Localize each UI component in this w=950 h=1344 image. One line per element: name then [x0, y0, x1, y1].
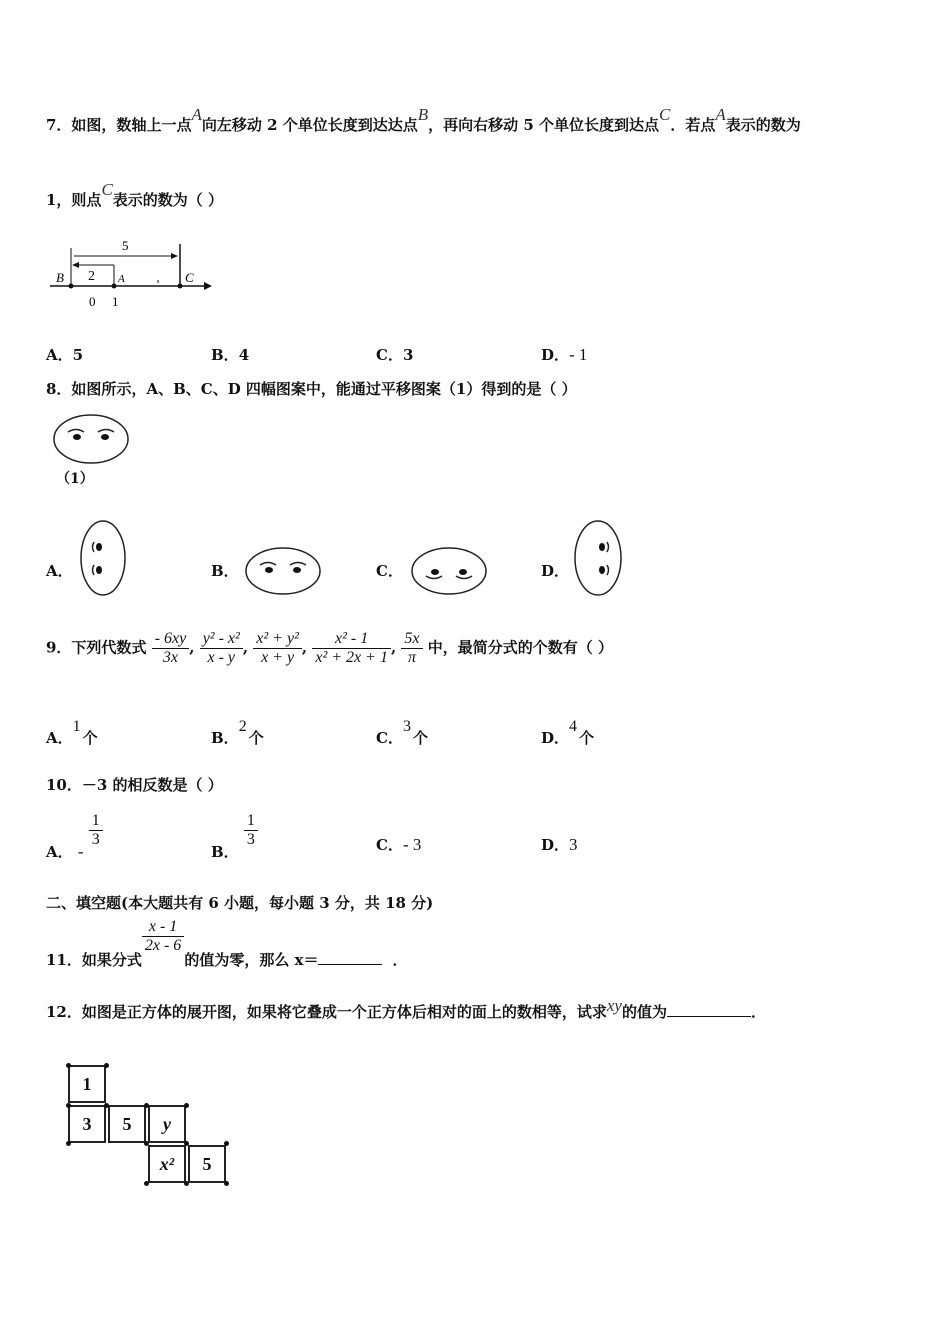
q8-option-b[interactable]: B． — [211, 562, 239, 580]
q10-option-a[interactable] — [46, 812, 103, 861]
fraction-numerator: x² - 1 — [312, 630, 391, 649]
q9-sep-3: , — [301, 638, 308, 657]
fraction-numerator: 5x — [401, 630, 422, 649]
fraction-denominator: x² + 2x + 1 — [315, 649, 388, 666]
option-letter: A． — [46, 842, 73, 861]
cube-face-2: 3 — [68, 1105, 106, 1143]
q11-end: ． — [392, 950, 408, 969]
option-number: 3 — [402, 718, 411, 735]
fig-label-2: 2 — [88, 269, 95, 284]
face-option-a — [79, 520, 129, 598]
q9-sep-1: , — [189, 638, 195, 657]
fig-point-c: C — [185, 270, 194, 285]
fraction-numerator: 1 — [244, 812, 258, 831]
fraction-numerator: x - 1 — [142, 918, 184, 937]
q7-var-c: C — [659, 105, 671, 124]
q7-var-b: B — [417, 105, 429, 124]
q7-text-6: 1，则点 — [46, 191, 102, 209]
option-letter: C． — [376, 836, 403, 854]
q7-var-a2: A — [715, 105, 726, 124]
fraction-denominator: 3 — [246, 831, 255, 848]
q7-line2 — [46, 180, 224, 210]
q12-end: ． — [751, 1003, 767, 1021]
q9-prefix: 9．下列代数式 — [46, 638, 147, 657]
option-unit: 个 — [82, 729, 98, 747]
option-value: 4 — [238, 346, 250, 364]
face-option-d — [573, 520, 625, 598]
q11-prefix: 11．如果分式 — [46, 950, 142, 969]
section-2-title: 二、填空题(本大题共有 6 小题，每小题 3 分，共 18 分) — [46, 894, 434, 912]
number-line-figure — [46, 236, 221, 316]
q7-option-a[interactable] — [46, 344, 83, 365]
cube-face-4: y — [148, 1105, 186, 1143]
option-letter: A． — [46, 729, 73, 747]
fraction-denominator: x - y — [207, 649, 236, 666]
option-value: - 3 — [402, 835, 422, 854]
q9-option-b[interactable] — [211, 718, 264, 748]
option-number: 4 — [569, 718, 578, 735]
q9-option-c[interactable] — [376, 718, 428, 748]
fig-tick-1: 1 — [112, 294, 119, 309]
face-figure-1 — [52, 412, 132, 467]
option-letter: B． — [211, 346, 239, 364]
q9-fraction-5 — [401, 630, 422, 667]
q10-option-c[interactable] — [376, 834, 421, 855]
option-unit: 个 — [248, 729, 264, 747]
option-value: 3 — [569, 835, 578, 854]
q8-option-a[interactable]: A． — [46, 562, 73, 580]
q11-answer-blank[interactable] — [318, 950, 382, 965]
cube-face-5: x² — [148, 1145, 186, 1183]
q7-text-3: ，再向右移动 5 个单位长度到达点 — [428, 116, 660, 134]
q7-text-2: 向左移动 2 个单位长度到达达点 — [201, 116, 418, 134]
option-number: 1 — [72, 718, 81, 735]
fig-label-5: 5 — [122, 238, 129, 253]
q10-option-b[interactable] — [211, 812, 258, 861]
cube-face-6: 5 — [188, 1145, 226, 1183]
q9-fraction-1 — [152, 630, 190, 667]
option-fraction — [89, 812, 103, 849]
q9-option-d[interactable] — [541, 718, 595, 748]
q9-fraction-4 — [312, 630, 391, 667]
q9-fraction-3 — [253, 630, 302, 667]
q9-fraction-2 — [200, 630, 243, 667]
q9-line — [46, 630, 613, 667]
face-option-b — [244, 545, 324, 597]
q7-text-4: ．若点 — [670, 116, 716, 134]
face-option-c — [410, 545, 490, 597]
q8-option-d[interactable]: D． — [541, 562, 570, 580]
option-value: 3 — [402, 346, 414, 364]
option-letter: C． — [376, 729, 403, 747]
fraction-denominator: 3 — [91, 831, 100, 848]
option-unit: 个 — [579, 729, 595, 747]
q8-text: 8．如图所示，A、B、C、D 四幅图案中，能通过平移图案（1）得到的是（ ） — [46, 380, 577, 398]
fraction-denominator: 3x — [162, 649, 178, 666]
fraction-numerator: 1 — [89, 812, 103, 831]
q9-suffix: 中，最简分式的个数有（ ） — [427, 638, 613, 657]
option-sign: - — [77, 841, 84, 861]
option-letter: D． — [541, 729, 570, 747]
cube-face-3: 5 — [108, 1105, 146, 1143]
cube-face-1: 1 — [68, 1065, 106, 1103]
fraction-numerator: - 6xy — [152, 630, 190, 649]
q8-option-c[interactable]: C． — [376, 562, 403, 580]
option-unit: 个 — [412, 729, 428, 747]
option-value: 5 — [72, 346, 84, 364]
fig-tick-0: 0 — [89, 294, 96, 309]
q11-line — [46, 918, 408, 969]
option-value: - 1 — [569, 345, 588, 364]
fraction-denominator: π — [407, 649, 416, 666]
option-letter: B． — [211, 729, 239, 747]
q7-var-a: A — [191, 105, 202, 124]
q12-answer-blank[interactable] — [667, 1002, 751, 1017]
q7-text-5: 表示的数为 — [725, 116, 801, 134]
option-number: 2 — [238, 718, 247, 735]
q11-fraction — [142, 918, 184, 955]
option-fraction — [244, 812, 258, 849]
fig-point-a: A — [118, 273, 125, 285]
q7-text-1: 7．如图，数轴上一点 — [46, 116, 192, 134]
q7-var-c2: C — [101, 180, 113, 199]
q7-line1 — [46, 105, 801, 135]
q11-suffix: 的值为零，那么 x＝ — [184, 950, 319, 969]
fraction-denominator: 2x - 6 — [144, 937, 182, 954]
option-letter: A． — [46, 346, 73, 364]
q12-prefix: 12．如图是正方体的展开图，如果将它叠成一个正方体后相对的面上的数相等，试求 — [46, 1003, 607, 1021]
q9-option-a[interactable] — [46, 718, 98, 748]
fraction-denominator: x + y — [261, 649, 295, 666]
figure-1-label: （1） — [56, 471, 94, 487]
option-letter: D． — [541, 836, 570, 854]
q10-text: 10．－3 的相反数是（ ） — [46, 776, 223, 794]
fig-point-b: B — [56, 270, 64, 285]
q9-sep-4: , — [390, 638, 397, 657]
cube-net-figure — [68, 1065, 233, 1187]
q9-sep-2: , — [242, 638, 249, 657]
q7-option-c[interactable] — [376, 344, 413, 365]
option-letter: B． — [211, 842, 239, 861]
fraction-numerator: x² + y² — [253, 630, 302, 649]
q12-suffix: 的值为 — [621, 1003, 667, 1021]
q7-option-b[interactable] — [211, 344, 249, 365]
q12-var-xy: xy — [606, 996, 622, 1015]
q10-option-d[interactable] — [541, 834, 578, 855]
option-letter: D． — [541, 346, 570, 364]
q7-option-d[interactable] — [541, 344, 587, 365]
fraction-numerator: y² - x² — [200, 630, 243, 649]
q12-line — [46, 996, 767, 1022]
q7-text-7: 表示的数为（ ） — [112, 191, 224, 209]
option-letter: C． — [376, 346, 403, 364]
